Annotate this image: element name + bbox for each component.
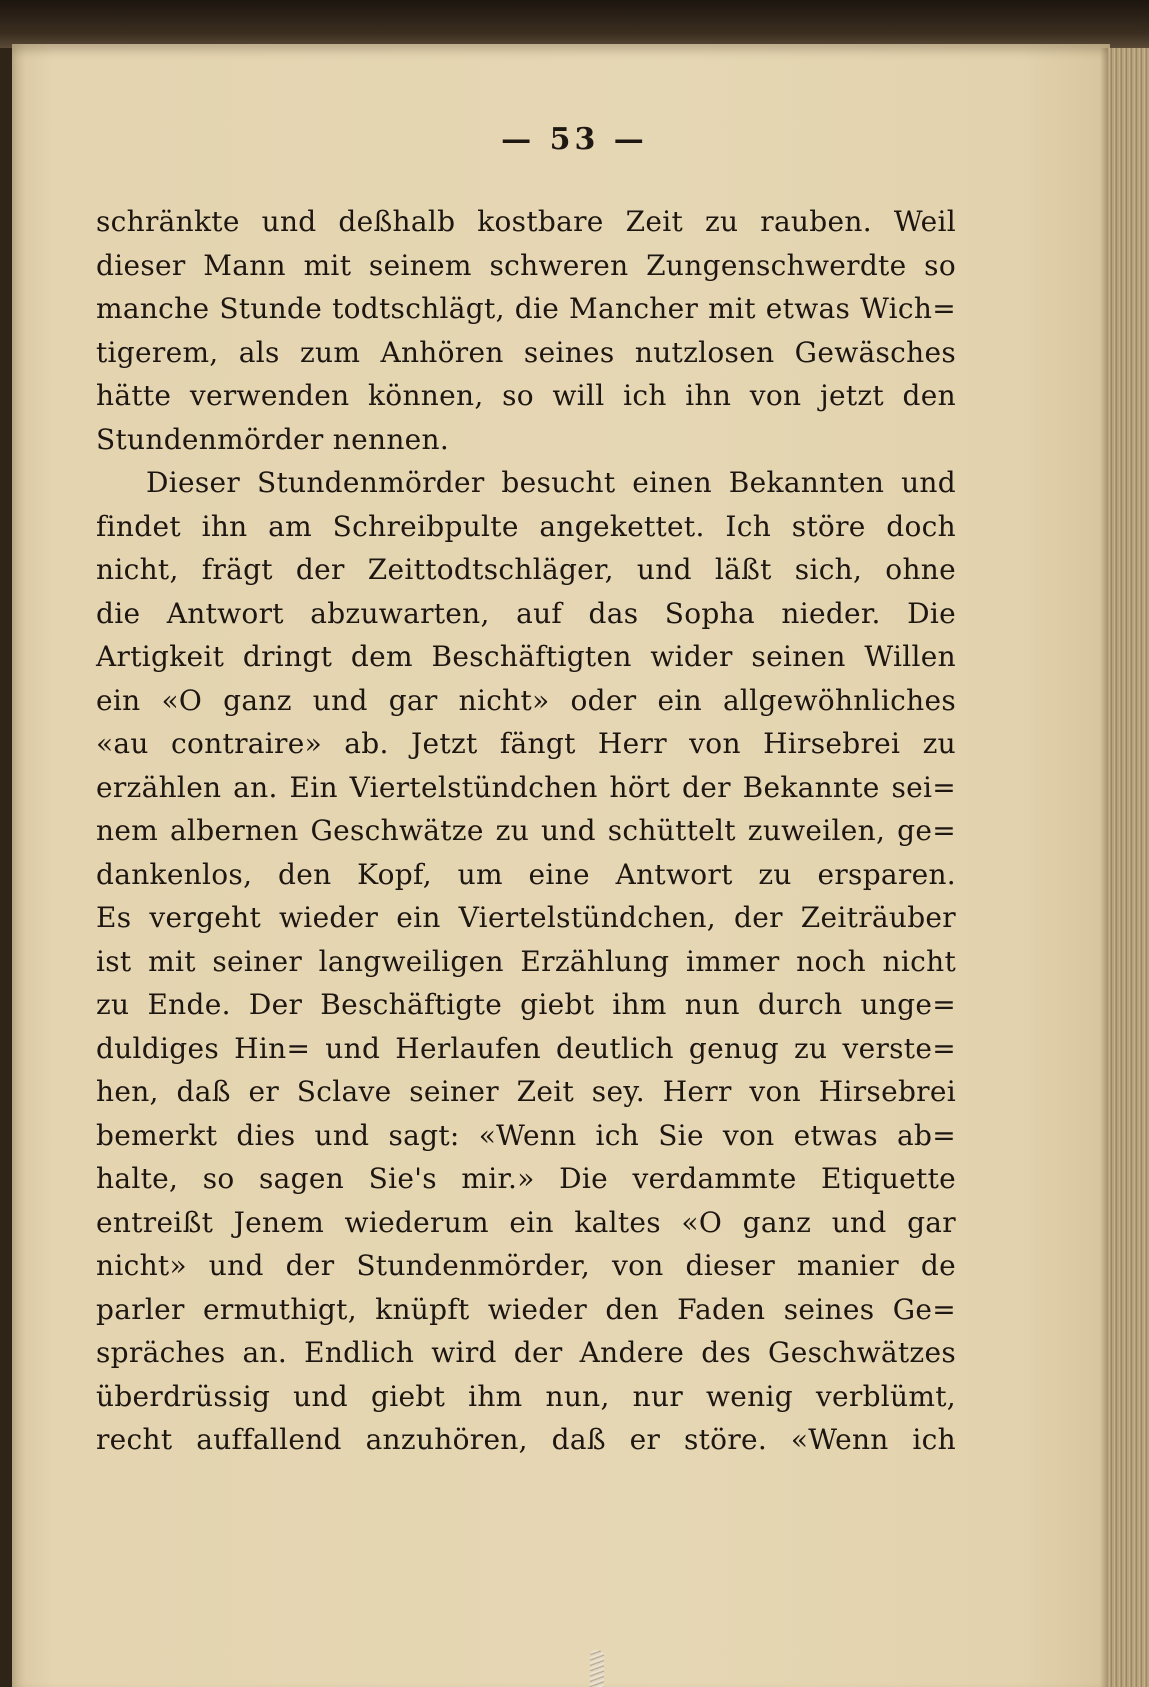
text-line: halte, so sagen Sie's mir.» Die verdammte Etiquette — [96, 1162, 956, 1195]
text-line: nicht, frägt der Zeittodtschläger, und läßt sich, ohne — [96, 553, 956, 586]
text-line: erzählen an. Ein Viertelstündchen hört der Bekannte sei= — [96, 770, 956, 804]
text-line: Stundenmörder nennen. — [96, 422, 450, 456]
text-line: die Antwort abzuwarten, auf das Sopha nieder. Die — [96, 596, 956, 630]
text-line: duldiges Hin= und Herlaufen deutlich genug zu verste= — [96, 1031, 956, 1065]
text-line: ist mit seiner langweiligen Erzählung immer noch nicht — [96, 944, 956, 978]
text-line: hen, daß er Sclave seiner Zeit sey. Herr von Hirsebrei — [96, 1075, 956, 1108]
body-text — [96, 200, 956, 1462]
text-line: dieser Mann mit seinem schweren Zungenschwerdte so — [96, 248, 956, 282]
text-line: parler ermuthigt, knüpft wieder den Faden seines Ge= — [96, 1292, 956, 1326]
text-line: Dieser Stundenmörder besucht einen Bekannten und — [146, 466, 956, 499]
book-cover-edge — [0, 0, 1149, 48]
text-line: schränkte und deßhalb kostbare Zeit zu rauben. Weil — [96, 205, 956, 238]
text-line: nem albernen Geschwätze zu und schüttelt zuweilen, ge= — [96, 814, 956, 847]
binding-thread — [590, 1650, 604, 1687]
page-number: — 53 — — [501, 122, 648, 157]
text-line: «au contraire» ab. Jetzt fängt Herr von Hirsebrei zu — [96, 727, 956, 760]
text-line: spräches an. Endlich wird der Andere des Geschwätzes — [96, 1336, 956, 1369]
text-line: hätte verwenden können, so will ich ihn von jetzt den — [96, 379, 956, 412]
text-line: findet ihn am Schreibpulte angekettet. Ich störe doch — [96, 509, 956, 543]
text-line: dankenlos, den Kopf, um eine Antwort zu ersparen. — [96, 857, 956, 891]
text-line: bemerkt dies und sagt: «Wenn ich Sie von etwas ab= — [96, 1118, 956, 1152]
text-line: manche Stunde todtschlägt, die Mancher mit etwas Wich= — [96, 292, 956, 325]
page-edges — [1108, 48, 1149, 1687]
text-line: nicht» und der Stundenmörder, von dieser manier de — [96, 1249, 956, 1282]
text-line: ein «O ganz und gar nicht» oder ein allgewöhnliches — [96, 683, 956, 717]
text-line: Es vergeht wieder ein Viertelstündchen, der Zeiträuber — [96, 901, 956, 934]
text-line: überdrüssig und giebt ihm nun, nur wenig verblümt, — [96, 1379, 956, 1413]
text-line: recht auffallend anzuhören, daß er störe. «Wenn ich — [96, 1423, 956, 1456]
text-line: zu Ende. Der Beschäftigte giebt ihm nun durch unge= — [96, 988, 956, 1021]
text-line: Artigkeit dringt dem Beschäftigten wider seinen Willen — [96, 640, 956, 673]
text-line: entreißt Jenem wiederum ein kaltes «O ganz und gar — [96, 1205, 956, 1239]
text-line: tigerem, als zum Anhören seines nutzlosen Gewäsches — [96, 335, 956, 369]
